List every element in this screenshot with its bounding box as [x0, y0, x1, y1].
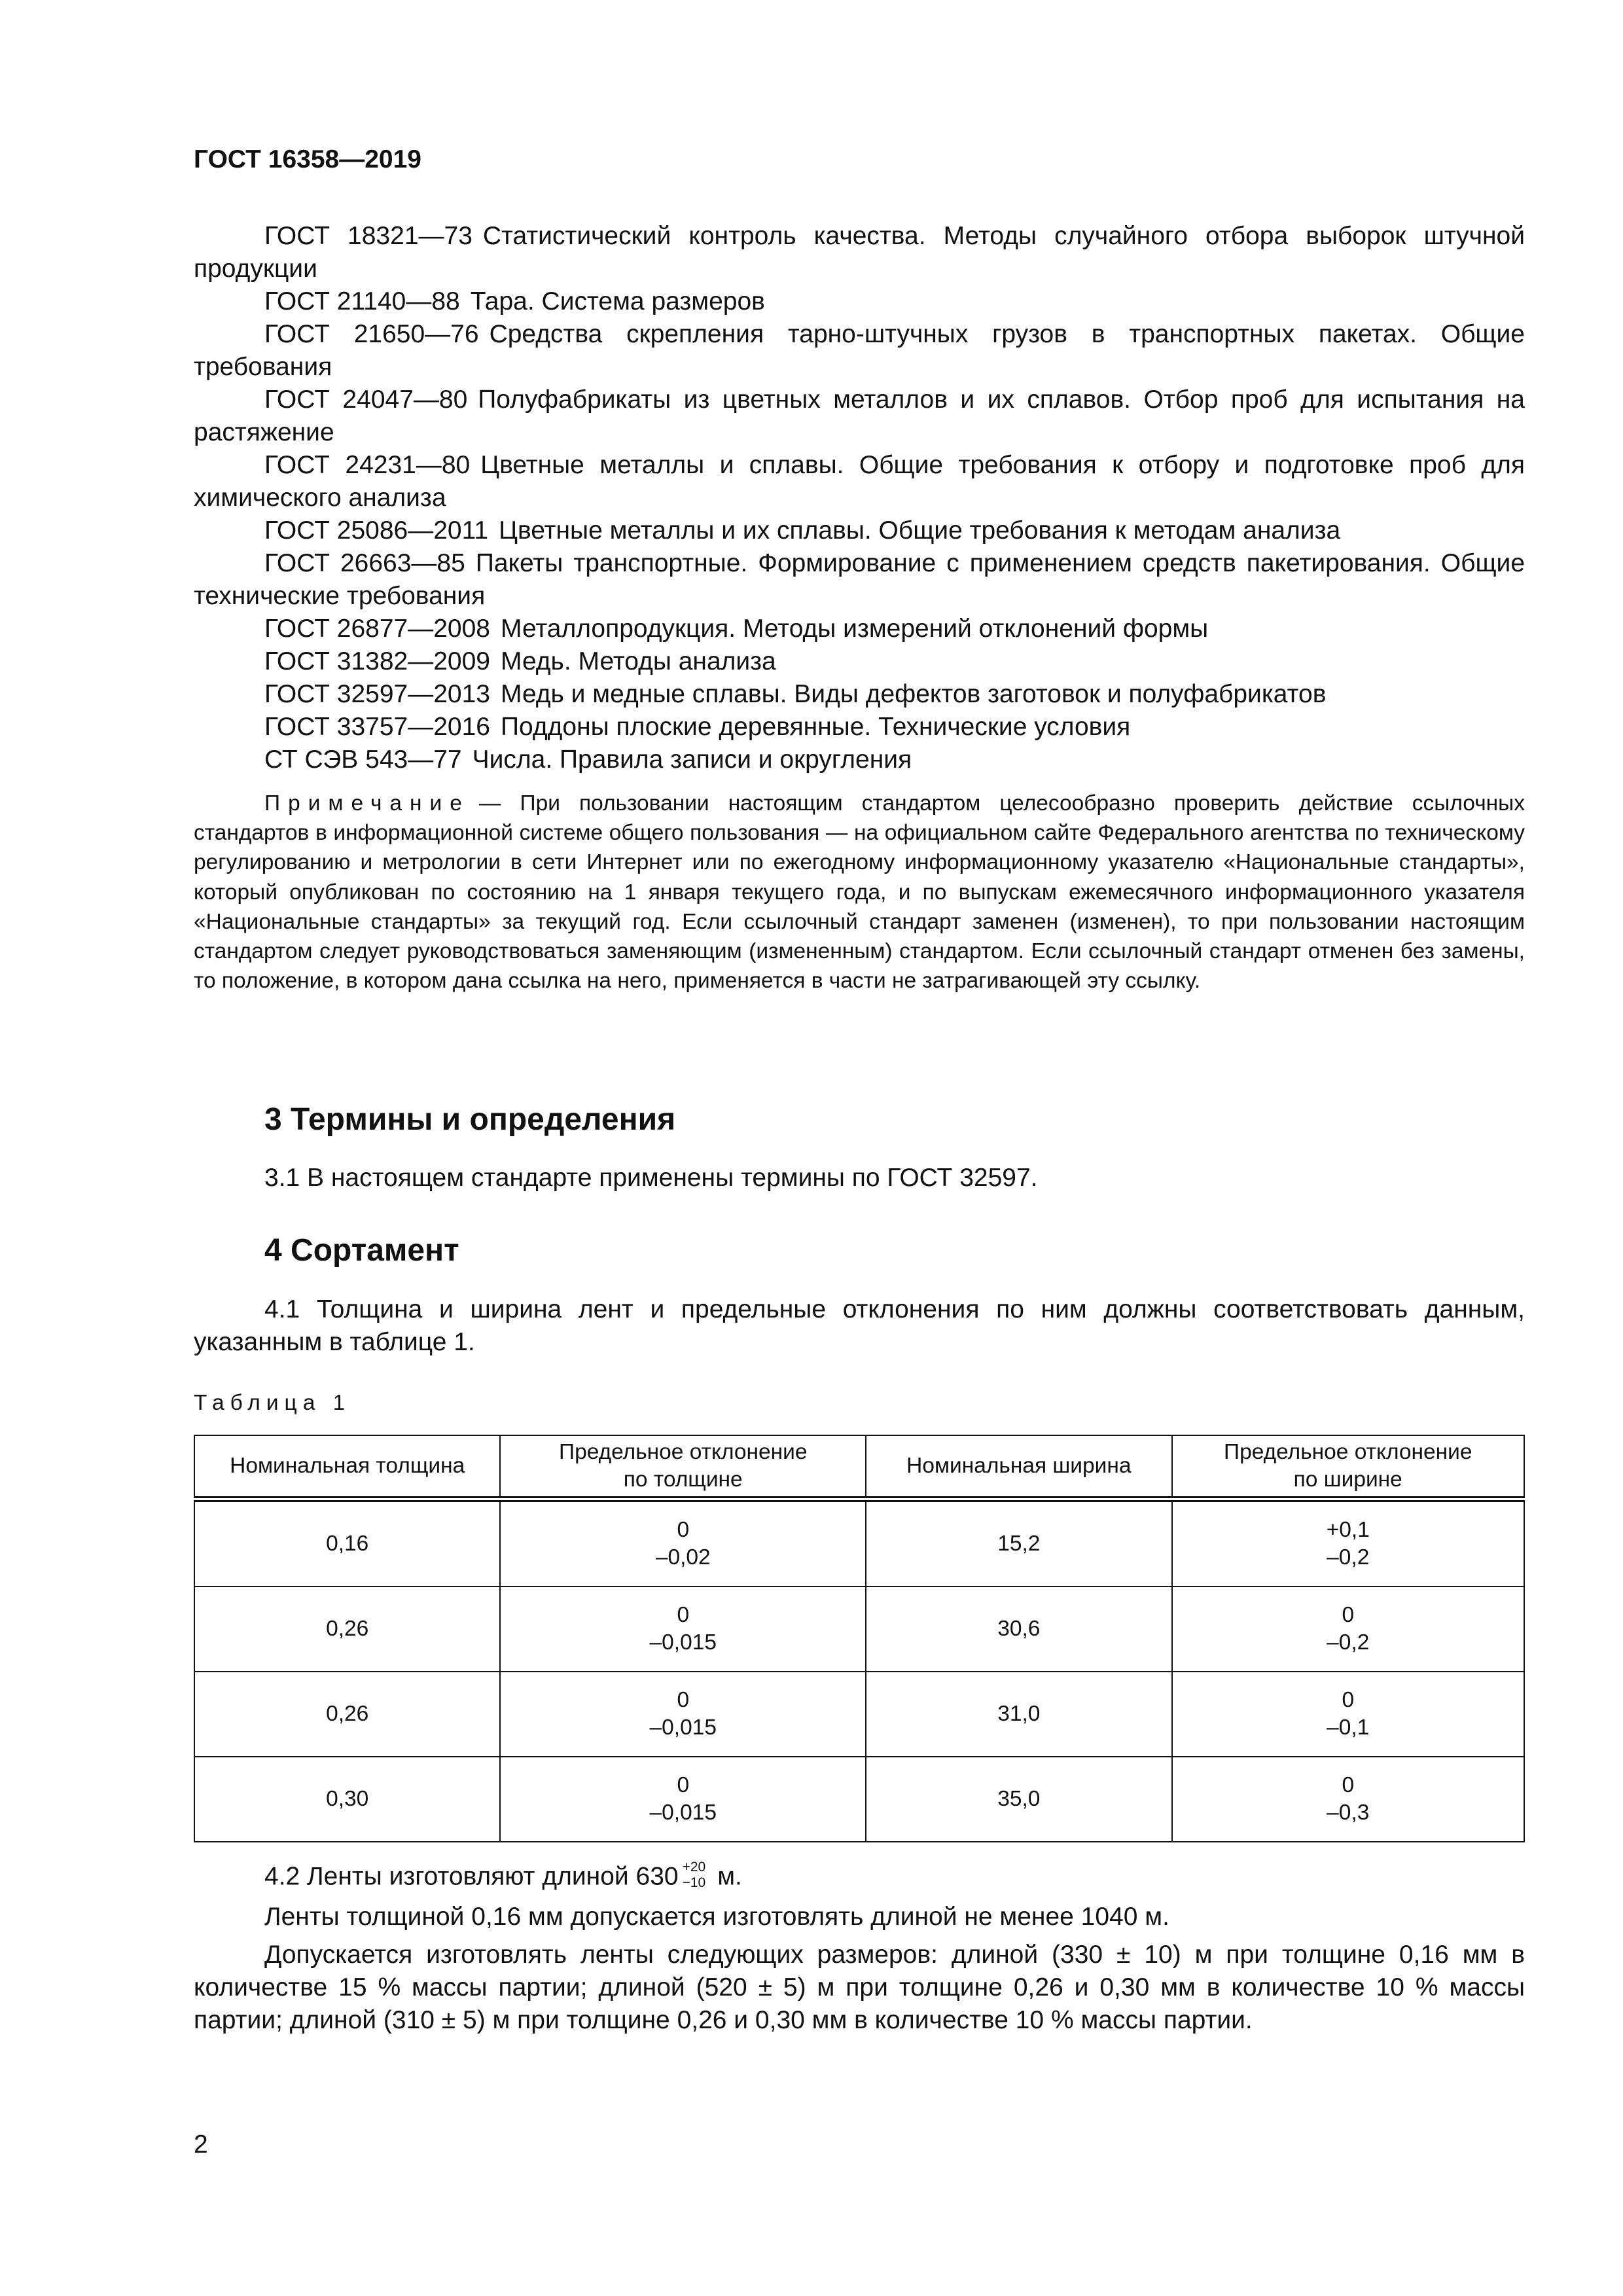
normative-references-list: [194, 220, 1525, 776]
reference-item: [194, 285, 1525, 318]
section-4-paragraph-2: [264, 1859, 742, 1893]
cell-thickness-deviation: 0 –0,015: [500, 1757, 866, 1842]
cell-width-deviation: +0,1 –0,2: [1172, 1499, 1524, 1587]
cell-thickness: 0,26: [194, 1672, 500, 1757]
table-caption: Таблица 1: [194, 1391, 351, 1415]
cell-thickness: 0,30: [194, 1757, 500, 1842]
reference-item: [194, 711, 1525, 744]
note-label: Примечание: [264, 791, 470, 816]
reference-title: Цветные металлы и сплавы. Общие требования к отбору и подготовке проб для химического анализа: [194, 451, 1525, 512]
reference-code: ГОСТ 18321—73: [264, 222, 473, 250]
section-4-paragraph-2c: Допускается изготовлять ленты следующих размеров: длиной (330 ± 10) м при толщине 0,16 мм в количестве 15 % массы партии; длиной (520 ± 5) м при толщине 0,26 и 0,30 мм в количестве 10 % массы партии; длиной (310 ± 5) м при толщине 0,26 и 0,30 мм в количестве 10 % массы партии.: [194, 1941, 1525, 2034]
reference-title: Пакеты транспортные. Формирование с применением средств пакетирования. Общие технические требования: [194, 549, 1525, 610]
reference-code: ГОСТ 26877—2008: [264, 615, 491, 643]
page-number: 2: [194, 2130, 208, 2159]
header-nominal-thickness: Номинальная толщина: [194, 1435, 500, 1499]
reference-title: Статистический контроль качества. Методы случайного отбора выборок штучной продукции: [194, 222, 1525, 283]
section-4-heading: 4 Сортамент: [264, 1233, 459, 1268]
reference-title: Числа. Правила записи и округления: [472, 745, 912, 774]
cell-thickness: 0,26: [194, 1587, 500, 1672]
table-row: [194, 1499, 1524, 1587]
cell-width: 35,0: [866, 1757, 1171, 1842]
reference-item: [194, 645, 1525, 678]
reference-code: ГОСТ 21140—88: [264, 287, 460, 315]
reference-code: ГОСТ 31382—2009: [264, 647, 491, 675]
reference-code: ГОСТ 24231—80: [264, 451, 471, 479]
section-3-paragraph-1: 3.1 В настоящем стандарте применены термины по ГОСТ 32597.: [264, 1164, 1038, 1192]
reference-code: ГОСТ 24047—80: [264, 386, 468, 414]
reference-code: ГОСТ 21650—76: [264, 320, 479, 348]
reference-item: [194, 384, 1525, 449]
reference-item: [194, 449, 1525, 514]
dimensions-table: [194, 1435, 1525, 1842]
reference-title: Цветные металлы и их сплавы. Общие требования к методам анализа: [499, 516, 1341, 545]
cell-width-deviation: 0 –0,1: [1172, 1672, 1524, 1757]
table-header-row: [194, 1435, 1524, 1499]
reference-title: Медь и медные сплавы. Виды дефектов заготовок и полуфабрикатов: [501, 680, 1327, 708]
reference-code: СТ СЭВ 543—77: [264, 745, 462, 774]
reference-code: ГОСТ 32597—2013: [264, 680, 491, 708]
table-row: [194, 1757, 1524, 1842]
cell-thickness-deviation: 0 –0,015: [500, 1672, 866, 1757]
cell-width: 30,6: [866, 1587, 1171, 1672]
cell-thickness: 0,16: [194, 1499, 500, 1587]
table-row: [194, 1672, 1524, 1757]
section-4-paragraph-2b: Ленты толщиной 0,16 мм допускается изготовлять длиной не менее 1040 м.: [264, 1903, 1169, 1931]
cell-thickness-deviation: 0 –0,02: [500, 1499, 866, 1587]
length-unit: м.: [717, 1862, 742, 1891]
cell-width-deviation: 0 –0,2: [1172, 1587, 1524, 1672]
reference-code: ГОСТ 33757—2016: [264, 713, 491, 741]
length-text: 4.2 Ленты изготовляют длиной 630: [264, 1862, 679, 1891]
section-3-heading: 3 Термины и определения: [264, 1102, 676, 1137]
reference-code: ГОСТ 26663—85: [264, 549, 465, 577]
cell-width: 15,2: [866, 1499, 1171, 1587]
cell-thickness-deviation: 0 –0,015: [500, 1587, 866, 1672]
reference-item: [194, 220, 1525, 285]
reference-code: ГОСТ 25086—2011: [264, 516, 489, 545]
reference-title: Металлопродукция. Методы измерений отклонений формы: [501, 615, 1209, 643]
reference-item: [194, 318, 1525, 384]
reference-title: Тара. Система размеров: [470, 287, 765, 315]
reference-item: [194, 514, 1525, 547]
cell-width: 31,0: [866, 1672, 1171, 1757]
cell-width-deviation: 0 –0,3: [1172, 1757, 1524, 1842]
length-tolerance: +20 −10: [682, 1859, 706, 1890]
reference-item: [194, 744, 1525, 776]
header-thickness-deviation: Предельное отклонение по толщине: [500, 1435, 866, 1499]
page-header-title: ГОСТ 16358—2019: [194, 145, 421, 173]
reference-title: Медь. Методы анализа: [501, 647, 776, 675]
note-text: — При пользовании настоящим стандартом целесообразно проверить действие ссылочных стандартов в информационной системе общего пользования — на официальном сайте Федерального агентства по техническому регулированию и метрологии в сети Интернет или по ежегодному информационному указателю «Национальные стандарты», который опубликован по состоянию на 1 января текущего года, и по выпускам ежемесячного информационного указателя «Национальные стандарты» за текущий год. Если ссылочный стандарт заменен (изменен), то при пользовании настоящим стандартом следует руководствоваться заменяющим (измененным) стандартом. Если ссылочный стандарт отменен без замены, то положение, в котором дана ссылка на него, применяется в части не затрагивающей эту ссылку.: [194, 791, 1525, 994]
header-width-deviation: Предельное отклонение по ширине: [1172, 1435, 1524, 1499]
section-4-paragraph-1: 4.1 Толщина и ширина лент и предельные отклонения по ним должны соответствовать данным, указанным в таблице 1.: [194, 1295, 1525, 1356]
header-nominal-width: Номинальная ширина: [866, 1435, 1171, 1499]
references-note: [194, 789, 1525, 996]
reference-item: [194, 547, 1525, 613]
reference-title: Поддоны плоские деревянные. Технические условия: [501, 713, 1131, 741]
reference-title: Полуфабрикаты из цветных металлов и их сплавов. Отбор проб для испытания на растяжение: [194, 386, 1525, 446]
reference-item: [194, 678, 1525, 711]
reference-item: [194, 613, 1525, 645]
reference-title: Средства скрепления тарно-штучных грузов в транспортных пакетах. Общие требования: [194, 320, 1525, 381]
table-row: [194, 1587, 1524, 1672]
